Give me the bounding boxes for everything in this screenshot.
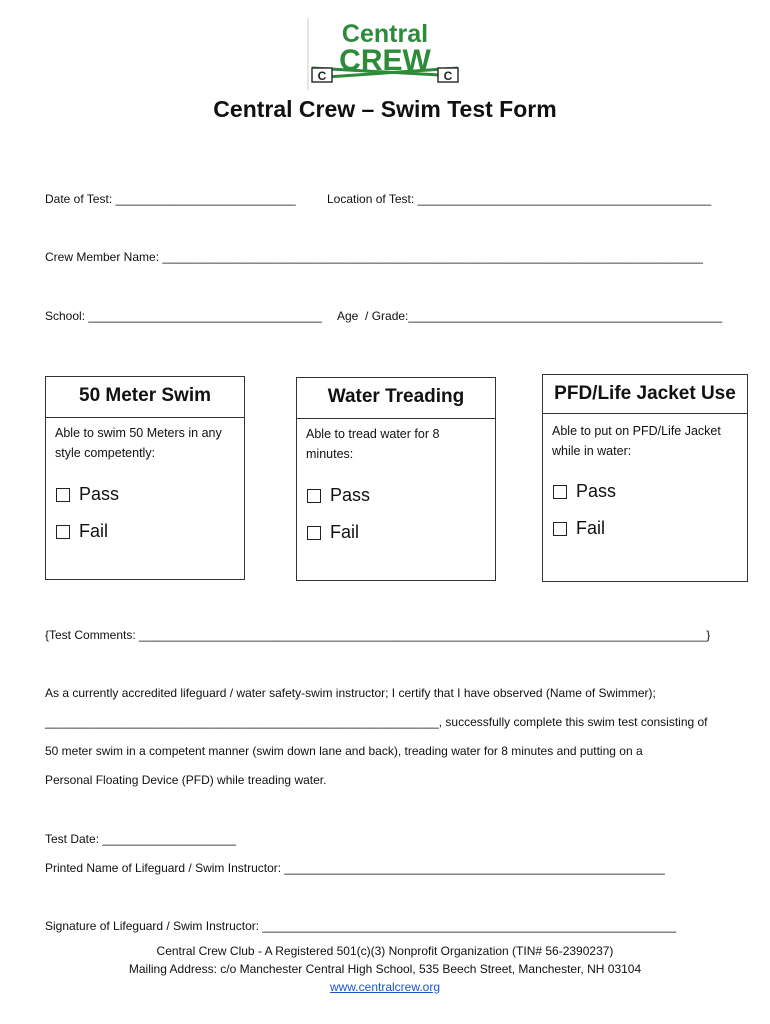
test-description: Able to swim 50 Meters in any style competently: [55, 426, 222, 460]
test-comments-field[interactable]: {Test Comments: _____________________________________________________________________________________} [45, 628, 711, 642]
logo-line1: Central [341, 20, 429, 48]
pass-option[interactable] [553, 481, 616, 502]
date-of-test-field[interactable]: Date of Test: ___________________________ [45, 192, 296, 206]
page-title: Central Crew – Swim Test Form [213, 96, 557, 122]
location-of-test-field[interactable]: Location of Test: ____________________________________________ [327, 192, 712, 206]
fail-label: Fail [576, 518, 606, 538]
pass-label: Pass [79, 484, 120, 504]
fail-label: Fail [79, 521, 109, 541]
checkbox-icon[interactable] [307, 489, 321, 503]
test-heading: PFD/Life Jacket Use [554, 383, 736, 404]
test-box-water-treading [296, 377, 496, 581]
test-description: Able to put on PFD/Life Jacket while in water: [552, 424, 721, 458]
logo-letter-right: C [443, 69, 453, 83]
checkbox-icon[interactable] [307, 526, 321, 540]
pass-label: Pass [576, 481, 617, 501]
divider [297, 418, 495, 419]
footer-organization: Central Crew Club - A Registered 501(c)(3) Nonprofit Organization (TIN# 56-2390237) [156, 944, 614, 958]
central-crew-logo [306, 18, 464, 90]
certification-line-1: As a currently accredited lifeguard / water safety-swim instructor; I certify that I have observed (Name of Swimmer); [45, 686, 656, 700]
swimmer-name-field[interactable]: ___________________________________________________________, successfully complete this swim test consisting of [45, 715, 708, 729]
certification-line-4: Personal Floating Device (PFD) while treading water. [45, 773, 327, 787]
checkbox-icon[interactable] [553, 522, 567, 536]
checkbox-icon[interactable] [56, 525, 70, 539]
age-grade-field[interactable]: Age / Grade:_______________________________________________ [337, 309, 723, 323]
footer-website-row [0, 980, 770, 994]
pass-option[interactable] [56, 484, 119, 505]
fail-label: Fail [330, 522, 360, 542]
test-box-50-meter-swim [45, 376, 245, 580]
printed-name-field[interactable]: Printed Name of Lifeguard / Swim Instructor: _________________________________________________________ [45, 861, 665, 875]
signature-field[interactable]: Signature of Lifeguard / Swim Instructor: ______________________________________________________________ [45, 919, 677, 933]
test-date-field[interactable]: Test Date: ____________________ [45, 832, 236, 846]
test-heading: 50 Meter Swim [79, 385, 211, 406]
website-link[interactable]: www.centralcrew.org [329, 980, 441, 994]
pass-option[interactable] [307, 485, 370, 506]
school-field[interactable]: School: ___________________________________ [45, 309, 322, 323]
logo-letter-left: C [317, 69, 327, 83]
fail-option[interactable] [56, 521, 108, 542]
fail-option[interactable] [553, 518, 605, 539]
checkbox-icon[interactable] [553, 485, 567, 499]
checkbox-icon[interactable] [56, 488, 70, 502]
logo-line2: CREW [339, 44, 431, 77]
pass-label: Pass [330, 485, 371, 505]
test-description: Able to tread water for 8 minutes: [306, 427, 440, 461]
logo-graphic [306, 18, 464, 90]
divider [46, 417, 244, 418]
certification-line-3: 50 meter swim in a competent manner (swim down lane and back), treading water for 8 minutes and putting on a [45, 744, 643, 758]
fail-option[interactable] [307, 522, 359, 543]
test-box-pfd-life-jacket-use [542, 374, 748, 582]
test-heading: Water Treading [327, 386, 465, 407]
footer-address: Mailing Address: c/o Manchester Central High School, 535 Beech Street, Manchester, NH 03104 [128, 962, 642, 976]
crew-member-name-field[interactable]: Crew Member Name: _________________________________________________________________________________ [45, 250, 703, 264]
divider [543, 413, 747, 414]
